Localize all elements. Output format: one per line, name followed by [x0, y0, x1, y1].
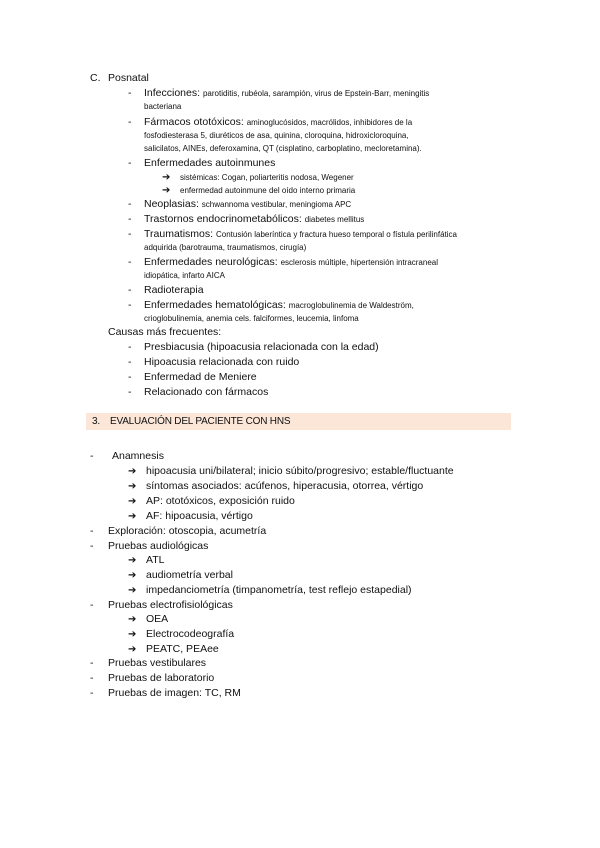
causa-item: Hipoacusia relacionada con ruido [144, 356, 300, 368]
dash-bullet: - [128, 341, 132, 353]
item-neurologicas [144, 256, 438, 269]
dash-bullet: - [128, 116, 132, 128]
item-detail: fosfodiesterasa 5, diuréticos de asa, quinina, cloroquina, hidroxicloroquina, [144, 131, 409, 140]
arrow-right-icon: ➔ [128, 481, 137, 492]
imagen-item: Pruebas de imagen: TC, RM [108, 687, 241, 699]
dash-bullet: - [128, 256, 132, 268]
dash-bullet: - [128, 356, 132, 368]
item-label: Neoplasias: [144, 198, 199, 210]
sub-item: síntomas asociados: acúfenos, hiperacusia, otorrea, vértigo [146, 480, 424, 492]
section-3-number: 3. [92, 416, 100, 427]
item-traumatismos [144, 228, 457, 241]
dash-bullet: - [90, 525, 94, 537]
dash-bullet: - [128, 284, 132, 296]
item-detail: Contusión laberíntica y fractura hueso temporal o fístula perilinfática [215, 230, 457, 239]
sub-item: AP: ototóxicos, exposición ruido [146, 495, 295, 507]
sub-item: hipoacusia uni/bilateral; inicio súbito/progresivo; estable/fluctuante [146, 465, 454, 477]
item-detail: aminoglucósidos, macrólidos, inhibidores de la [246, 118, 413, 127]
dash-bullet: - [90, 450, 94, 462]
sub-item: PEATC, PEAee [146, 643, 219, 655]
anamnesis-label: Anamnesis [112, 450, 164, 462]
causa-item: Relacionado con fármacos [144, 386, 269, 398]
item-detail: macroglobulinemia de Waldeström, [288, 301, 414, 310]
arrow-right-icon: ➔ [128, 496, 137, 507]
item-detail: diabetes mellitus [304, 215, 365, 224]
arrow-right-icon: ➔ [128, 629, 137, 640]
item-label: Fármacos ototóxicos: [144, 116, 244, 128]
item-farmacos [144, 116, 412, 129]
arrow-right-icon: ➔ [128, 614, 137, 625]
section-c-title: Posnatal [108, 72, 149, 84]
arrow-right-icon: ➔ [128, 585, 137, 596]
sub-item: audiometría verbal [146, 569, 233, 581]
vestibulares-item: Pruebas vestibulares [108, 657, 207, 669]
audiologicas-label: Pruebas audiológicas [108, 540, 209, 552]
dash-bullet: - [128, 371, 132, 383]
item-detail: salicilatos, AINEs, deferoxamina, QT (cisplatino, carboplatino, mecloretamina). [144, 144, 422, 153]
arrow-right-icon: ➔ [162, 172, 171, 183]
item-detail: parotiditis, rubéola, sarampión, virus de Epstein-Barr, meningitis [202, 89, 430, 98]
sub-item: sistémicas: Cogan, poliarteritis nodosa, Wegener [180, 173, 354, 182]
item-detail: idiopática, infarto AICA [144, 271, 225, 280]
sub-item: enfermedad autoinmune del oído interno primaria [180, 186, 356, 195]
dash-bullet: - [128, 198, 132, 210]
section-c-label: C. [90, 72, 101, 84]
dash-bullet: - [90, 687, 94, 699]
laboratorio-item: Pruebas de laboratorio [108, 672, 215, 684]
item-trastornos [144, 213, 364, 226]
dash-bullet: - [90, 672, 94, 684]
electro-label: Pruebas electrofisiológicas [108, 599, 233, 611]
dash-bullet: - [128, 213, 132, 225]
item-label: Trastornos endocrinometabólicos: [144, 213, 302, 225]
arrow-right-icon: ➔ [162, 185, 171, 196]
item-radioterapia: Radioterapia [144, 284, 204, 296]
dash-bullet: - [128, 87, 132, 99]
dash-bullet: - [128, 228, 132, 240]
item-label: Traumatismos: [144, 228, 214, 240]
arrow-right-icon: ➔ [128, 644, 137, 655]
item-hematologicas [144, 299, 414, 312]
item-autoinmunes: Enfermedades autoinmunes [144, 157, 276, 169]
dash-bullet: - [90, 657, 94, 669]
dash-bullet: - [128, 386, 132, 398]
sub-item: OEA [146, 613, 169, 625]
item-label: Infecciones: [144, 87, 201, 99]
dash-bullet: - [128, 157, 132, 169]
item-label: Enfermedades hematológicas: [144, 299, 286, 311]
causa-item: Presbiacusia (hipoacusia relacionada con la edad) [144, 341, 379, 353]
item-neoplasias [144, 198, 351, 211]
arrow-right-icon: ➔ [128, 555, 137, 566]
dash-bullet: - [128, 299, 132, 311]
sub-item: Electrocodeografía [146, 628, 235, 640]
item-detail: esclerosis múltiple, hipertensión intracraneal [280, 258, 439, 267]
dash-bullet: - [90, 599, 94, 611]
exploracion-item: Exploración: otoscopia, acumetría [108, 525, 267, 537]
arrow-right-icon: ➔ [128, 511, 137, 522]
causas-title: Causas más frecuentes: [108, 326, 222, 338]
sub-item: AF: hipoacusia, vértigo [146, 510, 253, 522]
arrow-right-icon: ➔ [128, 570, 137, 581]
item-detail: adquirida (barotrauma, traumatismos, cirugía) [144, 243, 307, 252]
item-label: Enfermedades neurológicas: [144, 256, 278, 268]
arrow-right-icon: ➔ [128, 466, 137, 477]
section-3-title: EVALUACIÓN DEL PACIENTE CON HNS [110, 416, 291, 427]
item-detail: bacteriana [144, 102, 182, 111]
item-detail: crioglobulinemia, anemia cels. falciformes, leucemia, linfoma [144, 314, 359, 323]
causa-item: Enfermedad de Meniere [144, 371, 257, 383]
item-infecciones [144, 87, 429, 100]
sub-item: impedanciometría (timpanometría, test reflejo estapedial) [146, 584, 412, 596]
item-detail: schwannoma vestibular, meningioma APC [201, 200, 352, 209]
dash-bullet: - [90, 540, 94, 552]
sub-item: ATL [146, 554, 165, 566]
